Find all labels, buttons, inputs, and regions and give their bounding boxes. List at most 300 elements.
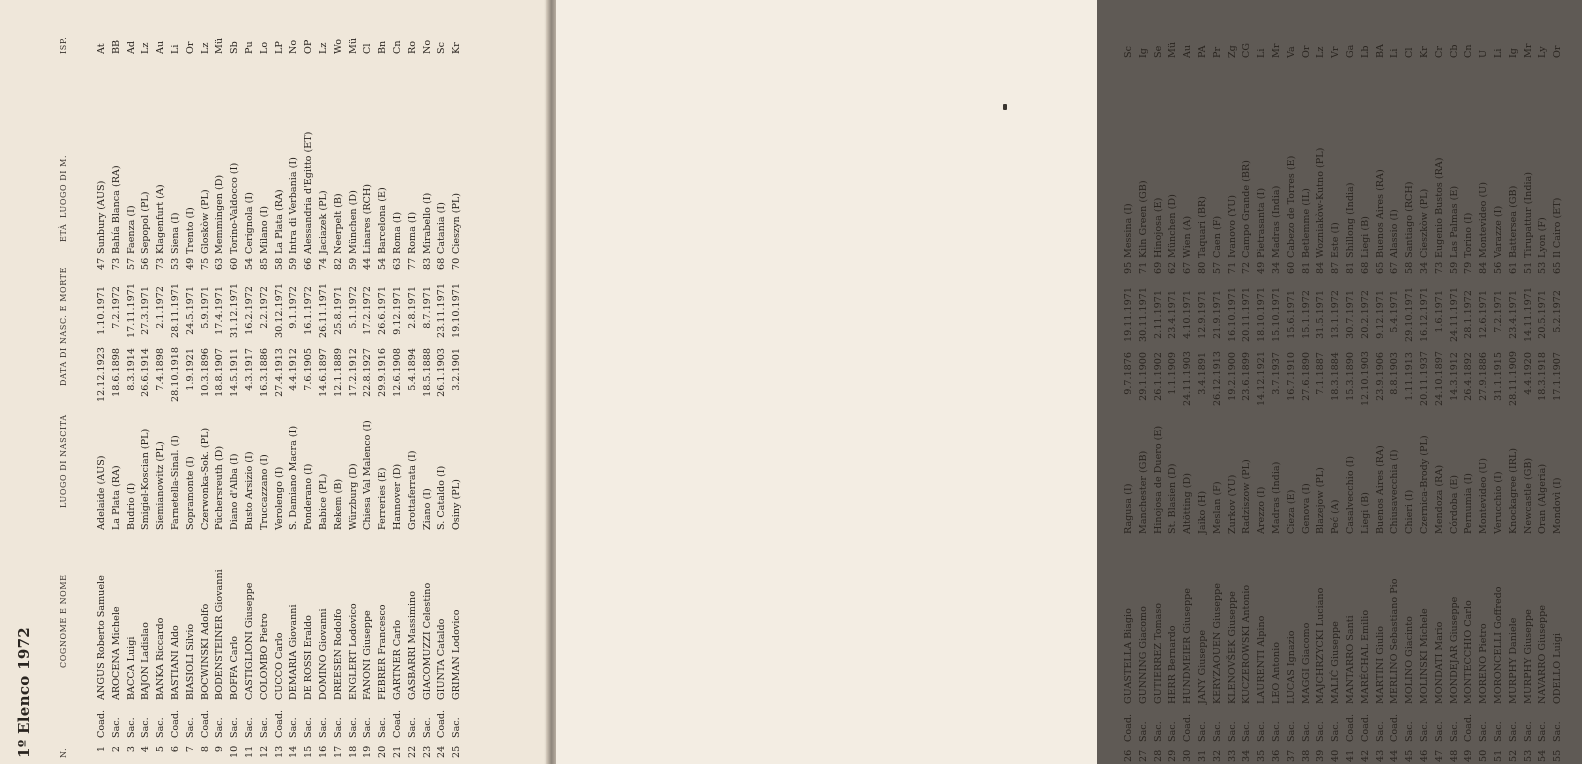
table-row [1477, 22, 1492, 762]
entry-deathplace: Barcelona (E) [377, 187, 389, 254]
entry-role: Coad. [96, 709, 107, 738]
entry-birthplace: Genova (I) [1300, 483, 1312, 534]
entry-birth-date: 19.2.1900 [1226, 352, 1238, 401]
entry-role: Sac. [377, 717, 389, 738]
entry-name: GIACOMUZZI Celestino [421, 582, 433, 700]
entry-death-date: 1.10.1971 [96, 286, 107, 335]
entry-death-date: 31.12.1971 [229, 283, 241, 338]
entry-province: Lz [140, 42, 152, 54]
entry-birth-date: 14.6.1897 [317, 348, 329, 397]
entry-birth-date: 3.2.1901 [451, 348, 463, 391]
entry-deathplace: Intra di Verbania (I) [288, 157, 300, 254]
table-row [332, 18, 347, 758]
entry-birthplace: Verucchio (I) [1492, 471, 1504, 534]
entry-age: 59 [347, 257, 359, 270]
entry-name: NAVARRO Giuseppe [1537, 605, 1549, 704]
entry-province: Li [1492, 48, 1504, 58]
entry-number: 42 [1359, 749, 1371, 762]
entry-role: Coad. [169, 709, 181, 738]
entry-age: 63 [214, 257, 226, 270]
entry-number: 2 [110, 746, 122, 753]
entry-birth-date: 27.9.1886 [1478, 352, 1490, 401]
entry-death-date: 17.4.1971 [214, 286, 226, 335]
entry-age: 79 [1463, 261, 1475, 274]
table-row [258, 18, 273, 758]
entry-birth-date: 12.10.1903 [1359, 351, 1371, 406]
entry-deathplace: Eugenio Bustos (RA) [1433, 157, 1445, 258]
entry-role: Sac. [1507, 721, 1519, 742]
entry-death-date: 15.6.1971 [1285, 290, 1297, 339]
entry-age: 54 [243, 257, 255, 270]
entry-birth-date: 26.1.1903 [436, 348, 448, 397]
entry-role: Sac. [184, 717, 196, 738]
entry-age: 71 [1137, 261, 1149, 274]
entry-role: Sac. [1330, 721, 1342, 742]
entry-role: Sac. [140, 717, 152, 738]
entry-name: KERYZAOUEN Giuseppe [1211, 583, 1223, 704]
entry-birthplace: Püchersreuth (D) [214, 445, 226, 530]
header-birthplace: LUOGO DI NASCITA [59, 414, 68, 508]
entry-deathplace: Memmingen (D) [214, 174, 226, 254]
entry-number: 46 [1418, 749, 1430, 762]
entry-name: KLENOVŠEK Giuseppe [1226, 591, 1238, 704]
entry-name: CUCCO Carlo [273, 632, 285, 700]
entry-province: Mü [1167, 41, 1179, 58]
table-row [1137, 22, 1152, 762]
entry-age: 82 [332, 257, 344, 270]
entry-birth-date: 12.12.1923 [96, 347, 107, 402]
entry-role: Sac. [303, 717, 315, 738]
entry-number: 40 [1330, 749, 1342, 762]
entry-name: LEO Antonio [1270, 641, 1282, 704]
entry-number: 3 [125, 746, 137, 753]
entry-death-date: 29.10.1971 [1404, 287, 1416, 342]
entry-deathplace: La Plata (RA) [273, 189, 285, 254]
entry-number: 44 [1389, 749, 1401, 762]
entry-number: 11 [243, 745, 255, 758]
entry-name: KUCZEROWSKI Antonio [1241, 584, 1253, 704]
entry-birthplace: Farnetella-Sinal. (I) [169, 435, 181, 530]
entry-birth-date: 1.1.1909 [1167, 352, 1179, 395]
entry-province: Sc [436, 42, 448, 54]
entry-death-date: 19.11.1971 [1123, 287, 1134, 342]
entry-deathplace: Las Palmas (E) [1448, 185, 1460, 258]
entry-role: Sac. [1137, 721, 1149, 742]
entry-name: ANGUS Roberto Samuele [96, 575, 107, 700]
entry-deathplace: Torino (I) [1463, 212, 1475, 258]
table-row [1240, 22, 1255, 762]
table-row [199, 18, 214, 758]
entry-role: Sac. [1285, 721, 1297, 742]
entry-number: 38 [1300, 749, 1312, 762]
entry-number: 28 [1152, 749, 1164, 762]
entry-deathplace: Wozniakòw-Kutno (PL) [1315, 147, 1327, 258]
table-row [213, 18, 228, 758]
entry-deathplace: Caen (F) [1211, 215, 1223, 258]
entry-death-date: 15.1.1972 [1300, 290, 1312, 339]
entry-deathplace: Messina (I) [1123, 203, 1134, 258]
entry-province: Sc [1123, 46, 1134, 58]
entry-role: Coad. [1389, 713, 1401, 742]
entry-age: 56 [1492, 261, 1504, 274]
entry-province: Or [1552, 45, 1564, 58]
entry-role: Sac. [406, 717, 418, 738]
entry-number: 12 [258, 745, 270, 758]
entry-age: 54 [377, 257, 389, 270]
entry-death-date: 9.12.1971 [391, 286, 403, 335]
entry-name: JANY Giuseppe [1196, 629, 1208, 704]
table-row [1285, 22, 1300, 762]
entry-birth-date: 24.11.1903 [1182, 351, 1194, 406]
entry-name: MONDEJAR Giuseppe [1448, 596, 1460, 704]
ink-mark [1003, 104, 1007, 110]
entry-birth-date: 26.6.1914 [140, 348, 152, 397]
entry-role: Sac. [1256, 721, 1268, 742]
entry-birthplace: Czerwonka-Sok. (PL) [199, 427, 211, 530]
entry-birthplace: S. Cataldo (I) [436, 465, 448, 530]
table-row [273, 18, 288, 758]
entry-deathplace: Montevideo (U) [1478, 181, 1490, 258]
entry-birthplace: Arezzo (I) [1256, 486, 1268, 534]
table-row [1166, 22, 1181, 762]
entry-deathplace: Alessandria d'Egitto (ET) [303, 131, 315, 254]
table-row [1300, 22, 1315, 762]
entry-role: Sac. [125, 717, 137, 738]
entry-province: Se [1152, 45, 1164, 58]
table-row [1181, 22, 1196, 762]
entry-birth-date: 8.3.1914 [125, 348, 137, 391]
entry-age: 70 [451, 257, 463, 270]
table-row [1492, 22, 1507, 762]
table-row [435, 18, 450, 758]
entry-birthplace: Rekem (B) [332, 478, 344, 530]
entry-role: Sac. [1418, 721, 1430, 742]
entry-age: 57 [1211, 261, 1223, 274]
entry-age: 58 [273, 257, 285, 270]
entry-number: 47 [1433, 749, 1445, 762]
entry-number: 8 [199, 746, 211, 753]
table-row [391, 18, 406, 758]
entry-name: GRIMAN Lodovico [451, 609, 463, 700]
entry-death-date: 9.12.1971 [1374, 290, 1386, 339]
entry-deathplace: Jaciazek (PL) [317, 190, 329, 254]
entry-death-date: 31.5.1971 [1315, 290, 1327, 339]
table-row [1418, 22, 1433, 762]
entry-birth-date: 18.3.1918 [1537, 352, 1549, 401]
entry-name: MORONCELLI Goffredo [1492, 586, 1504, 704]
entry-province: PA [1196, 45, 1208, 58]
entry-deathplace: Il Cairo (ET) [1552, 197, 1564, 258]
entry-age: 80 [1196, 261, 1208, 274]
entry-name: MARÉCHAL Emilio [1359, 609, 1371, 704]
entry-number: 51 [1492, 749, 1504, 762]
table-row [1551, 22, 1566, 762]
entry-number: 21 [391, 745, 403, 758]
table-row [125, 18, 140, 758]
entry-birthplace: Czernica-Brody (PL) [1418, 435, 1430, 534]
entry-province: Mü [214, 37, 226, 54]
entry-age: 95 [1123, 261, 1134, 274]
entry-province: BB [110, 39, 122, 54]
entry-birth-date: 4.3.1917 [243, 348, 255, 391]
entry-province: Or [184, 41, 196, 54]
entry-birthplace: Verolengo (I) [273, 466, 285, 530]
entry-name: BOCWINSKI Adolfo [199, 603, 211, 700]
entry-deathplace: Battersea (GB) [1507, 185, 1519, 258]
entry-number: 31 [1196, 749, 1208, 762]
entry-name: MURPHY Giuseppe [1522, 609, 1534, 704]
entry-death-date: 16.1.1972 [303, 286, 315, 335]
entry-age: 67 [1182, 261, 1194, 274]
entry-birthplace: Liegi (B) [1359, 492, 1371, 534]
entry-name: DREESEN Rodolfo [332, 608, 344, 700]
entry-birth-date: 29.1.1900 [1137, 352, 1149, 401]
entry-role: Sac. [1374, 721, 1386, 742]
entry-birthplace: Ziano (I) [421, 488, 433, 530]
entry-birth-date: 8.8.1903 [1389, 352, 1401, 395]
entry-number: 55 [1552, 749, 1564, 762]
entry-death-date: 5.9.1971 [199, 286, 211, 329]
entry-province: Cl [1404, 47, 1416, 58]
entry-birthplace: Mendoza (RA) [1433, 464, 1445, 534]
entry-role: Coad. [273, 709, 285, 738]
entry-birthplace: Altötting (D) [1182, 473, 1194, 534]
entry-birthplace: Hannover (D) [391, 463, 403, 530]
entry-birth-date: 22.8.1927 [362, 348, 374, 397]
entry-birthplace: Ragusa (I) [1123, 483, 1134, 534]
entry-name: MONTECCHIO Carlo [1463, 600, 1475, 704]
entry-deathplace: Liegi (B) [1359, 216, 1371, 258]
entry-age: 60 [229, 257, 241, 270]
entry-age: 58 [1404, 261, 1416, 274]
entry-number: 18 [347, 745, 359, 758]
entry-age: 57 [125, 257, 137, 270]
entry-name: GARTNER Carlo [391, 619, 403, 700]
entry-birthplace: Diano d'Alba (I) [229, 453, 241, 530]
entry-death-date: 30.11.1971 [1137, 287, 1149, 342]
entry-name: COLOMBO Pietro [258, 613, 270, 700]
entry-province: Li [169, 44, 181, 54]
entry-birth-date: 27.4.1913 [273, 348, 285, 397]
entry-deathplace: Hinojosa (E) [1152, 197, 1164, 258]
entry-role: Sac. [1404, 721, 1416, 742]
entry-death-date: 5.1.1972 [347, 286, 359, 329]
entry-birth-date: 7.6.1905 [303, 348, 315, 391]
entry-age: 65 [1374, 261, 1386, 274]
entry-birthplace: Adelaide (AUS) [96, 455, 107, 530]
entry-province: Or [1300, 45, 1312, 58]
table-row [154, 18, 169, 758]
entry-number: 41 [1344, 749, 1356, 762]
entry-age: 44 [362, 257, 374, 270]
entry-province: Cb [1448, 44, 1460, 58]
table-row [1344, 22, 1359, 762]
table-row [1196, 22, 1211, 762]
entry-number: 7 [184, 746, 196, 753]
entry-death-date: 24.11.1971 [1448, 287, 1460, 342]
entry-number: 26 [1123, 749, 1134, 762]
entry-name: GUASTELLA Biagio [1123, 608, 1134, 704]
entry-birth-date: 23.9.1906 [1374, 352, 1386, 401]
entry-number: 16 [317, 745, 329, 758]
entry-province: U [1478, 49, 1490, 58]
entry-role: Sac. [1226, 721, 1238, 742]
entry-role: Sac. [1552, 721, 1564, 742]
table-row [287, 18, 302, 758]
entry-birth-date: 17.2.1912 [347, 348, 359, 397]
entry-name: GUNNING Giacomo [1137, 606, 1149, 704]
entry-death-date: 5.4.1971 [1389, 290, 1401, 333]
entry-birthplace: Oran (Algeria) [1537, 463, 1549, 534]
entry-province: Cn [1463, 44, 1475, 58]
entry-province: OP [303, 39, 315, 54]
entry-role: Sac. [451, 717, 463, 738]
entry-province: Cr [1433, 46, 1445, 58]
entry-death-date: 7.2.1972 [110, 286, 122, 329]
entry-birthplace: Peć (A) [1330, 499, 1342, 534]
entry-role: Sac. [1537, 721, 1549, 742]
entry-deathplace: Trento (I) [184, 207, 196, 254]
entry-name: BANKA Riccardo [155, 617, 167, 700]
entry-number: 15 [303, 745, 315, 758]
entry-death-date: 9.1.1972 [288, 286, 300, 329]
entry-role: Sac. [362, 717, 374, 738]
entry-province: Ly [1537, 46, 1549, 58]
table-row [1374, 22, 1389, 762]
entry-deathplace: Varazze (I) [1492, 205, 1504, 258]
entry-role: Coad. [1463, 713, 1475, 742]
entry-deathplace: Linares (RCH) [362, 184, 374, 254]
entry-deathplace: Betlemme (IL) [1300, 188, 1312, 258]
table-row [302, 18, 317, 758]
entry-deathplace: Cabezo de Torres (E) [1285, 155, 1297, 258]
entry-number: 34 [1241, 749, 1253, 762]
entry-birth-date: 29.9.1916 [377, 348, 389, 397]
entry-age: 66 [303, 257, 315, 270]
entry-province: Ga [1344, 44, 1356, 58]
entry-death-date: 27.3.1971 [140, 286, 152, 335]
entry-age: 53 [169, 257, 181, 270]
entry-role: Coad. [1123, 713, 1134, 742]
entry-deathplace: Wien (A) [1182, 215, 1194, 258]
table-row [406, 18, 421, 758]
entry-role: Sac. [229, 717, 241, 738]
entry-birthplace: Smigiel-Koscian (PL) [140, 428, 152, 530]
entry-role: Sac. [1196, 721, 1208, 742]
entry-birth-date: 3.4.1891 [1196, 352, 1208, 395]
entry-number: 27 [1137, 749, 1149, 762]
entry-deathplace: Santiago (RCH) [1404, 181, 1416, 258]
entry-death-date: 26.6.1971 [377, 286, 389, 335]
entry-birth-date: 26.12.1913 [1211, 351, 1223, 406]
entry-birthplace: St. Blasien (D) [1167, 463, 1179, 534]
entry-birthplace: Budrio (I) [125, 482, 137, 530]
entry-age: 71 [1226, 261, 1238, 274]
entry-deathplace: Cieszkòw (PL) [1418, 188, 1430, 258]
entry-birth-date: 4.4.1920 [1522, 352, 1534, 395]
entry-birth-date: 4.4.1912 [288, 348, 300, 391]
table-row [1536, 22, 1551, 762]
entry-age: 49 [1256, 261, 1268, 274]
entry-birthplace: Meslan (F) [1211, 481, 1223, 534]
entry-province: Bn [377, 40, 389, 54]
entry-birth-date: 27.6.1890 [1300, 352, 1312, 401]
entry-province: Kr [1418, 46, 1430, 58]
entry-province: Mr [1522, 43, 1534, 58]
entry-birth-date: 14.3.1912 [1448, 352, 1460, 401]
right-page-rotated-content [1122, 22, 1582, 762]
entry-death-date: 18.10.1971 [1256, 287, 1268, 342]
entry-birth-date: 18.3.1884 [1330, 352, 1342, 401]
entry-birthplace: Knockagree (IRL) [1507, 447, 1519, 534]
entry-deathplace: Milano (I) [258, 206, 270, 254]
entry-number: 54 [1537, 749, 1549, 762]
entry-age: 73 [155, 257, 167, 270]
entry-birth-date: 28.11.1909 [1507, 351, 1519, 406]
entry-birthplace: Blazejow (PL) [1315, 467, 1327, 534]
entry-birth-date: 16.7.1910 [1285, 352, 1297, 401]
table-row [1255, 22, 1270, 762]
entry-name: ENGLERT Lodovico [347, 603, 359, 700]
entry-number: 29 [1167, 749, 1179, 762]
entry-birthplace: Würzburg (D) [347, 463, 359, 530]
entry-birth-date: 5.4.1894 [406, 348, 418, 391]
entry-province: No [288, 39, 300, 54]
table-row [1122, 22, 1137, 762]
entry-province: Sb [229, 41, 241, 54]
entry-name: BASTIANI Aldo [169, 625, 181, 700]
entry-province: Va [1285, 46, 1297, 58]
entry-role: Sac. [258, 717, 270, 738]
entry-age: 68 [436, 257, 448, 270]
entry-deathplace: Buenos Aires (RA) [1374, 169, 1386, 258]
table-row [1152, 22, 1167, 762]
entry-birthplace: Sopramonte (I) [184, 456, 196, 530]
entry-age: 61 [1507, 261, 1519, 274]
header-dates: DATA DI NASC. E MORTE [59, 266, 68, 386]
entry-province: CG [1241, 42, 1253, 58]
table-row [1211, 22, 1226, 762]
entry-deathplace: Bahía Blanca (RA) [110, 165, 122, 254]
entry-name: DE ROSSI Eraldo [303, 615, 315, 700]
header-age: ETÀ [59, 223, 68, 242]
entry-deathplace: Mirabello (I) [421, 192, 433, 254]
table-row [228, 18, 243, 758]
entry-role: Sac. [347, 717, 359, 738]
entry-birth-date: 16.3.1886 [258, 348, 270, 397]
entry-name: GIUNTA Cataldo [436, 618, 448, 700]
entry-age: 53 [1537, 261, 1549, 274]
entry-number: 36 [1270, 749, 1282, 762]
entry-deathplace: Shillong (India) [1344, 182, 1356, 258]
entry-province: Zg [1226, 45, 1238, 58]
entry-death-date: 25.8.1971 [332, 286, 344, 335]
entry-province: Lz [317, 42, 329, 54]
entry-birthplace: Pernumia (I) [1463, 473, 1475, 534]
entry-name: MORENO Pietro [1478, 623, 1490, 704]
entry-birth-date: 23.6.1899 [1241, 352, 1253, 401]
table-row [1359, 22, 1374, 762]
entry-province: Cn [391, 40, 403, 54]
entry-age: 56 [140, 257, 152, 270]
entry-death-date: 20.2.1972 [1359, 290, 1371, 339]
entry-birthplace: Chieri (I) [1404, 489, 1416, 534]
entry-province: Lo [258, 41, 270, 54]
entry-death-date: 2.11.1971 [1152, 290, 1164, 339]
entry-age: 83 [421, 257, 433, 270]
entry-name: ODELLO Luigi [1552, 632, 1564, 704]
entry-name: FEBRER Francesco [377, 604, 389, 700]
